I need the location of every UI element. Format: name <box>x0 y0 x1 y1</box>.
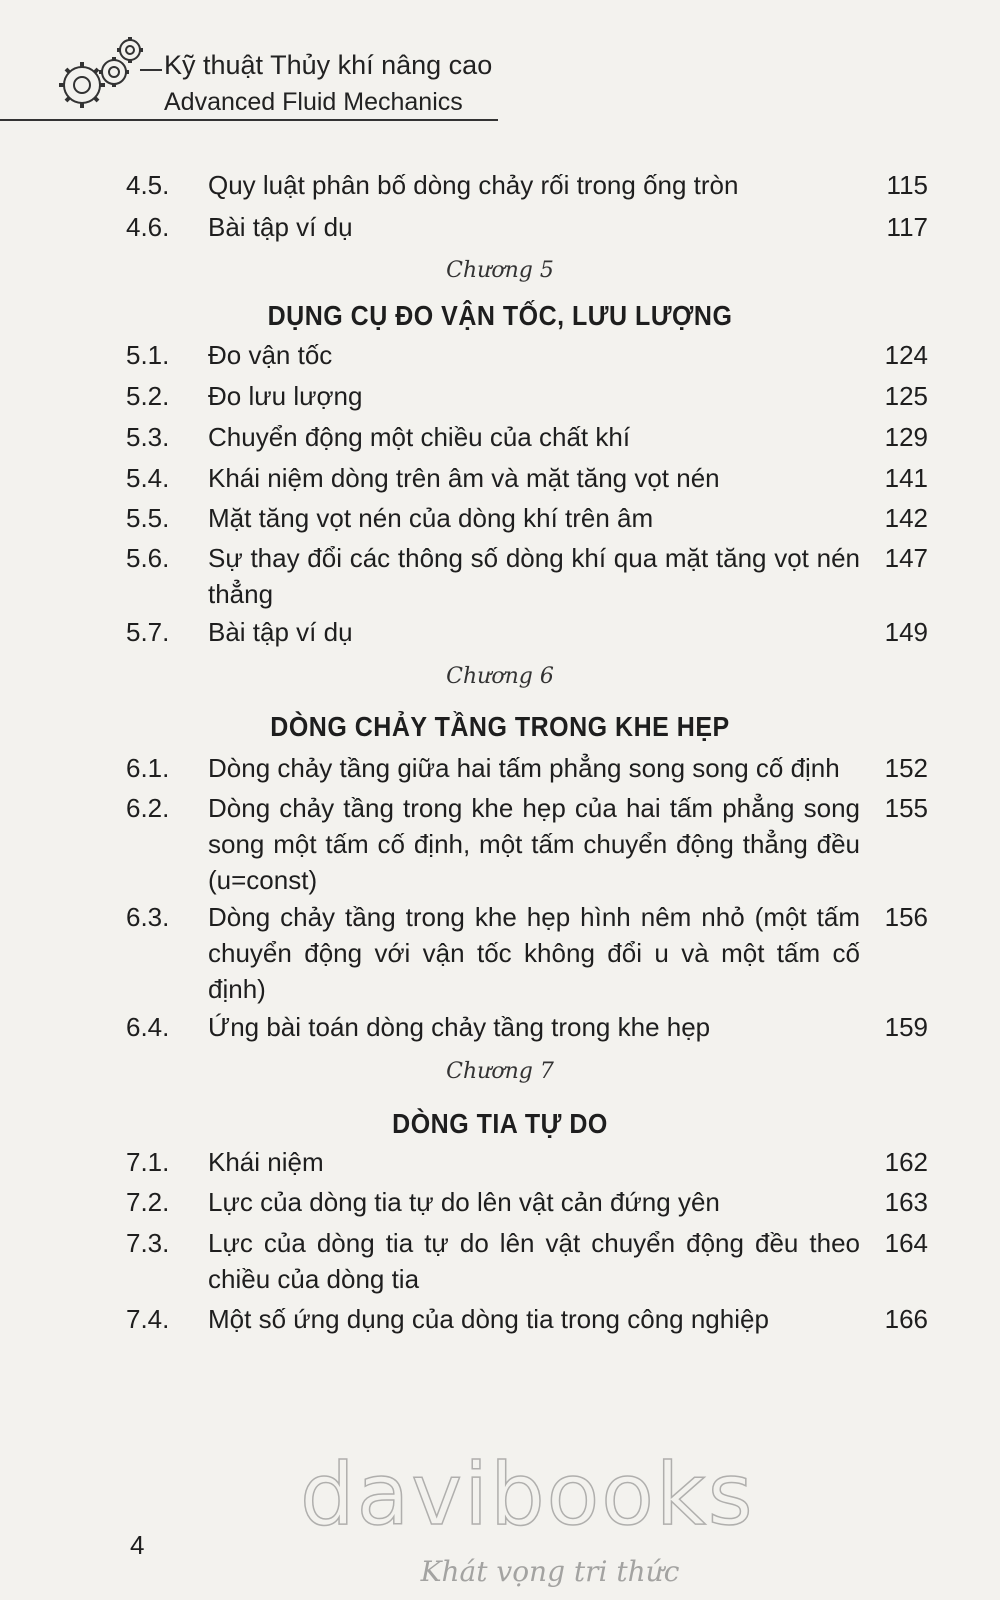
chapter-label-7: Chương 7 <box>446 1059 554 1084</box>
header-rule <box>0 119 498 121</box>
toc-entry-number: 7.2. <box>126 1187 170 1217</box>
chapter-label-5: Chương 5 <box>446 258 554 283</box>
toc-entry-page: 124 <box>884 340 928 370</box>
toc-entry-page: 117 <box>886 212 928 242</box>
toc-entry-page: 147 <box>884 543 928 573</box>
toc-entry-number: 4.6. <box>126 212 170 242</box>
toc-entry-page: 162 <box>884 1147 928 1177</box>
toc-entry-number: 4.5. <box>126 170 170 200</box>
toc-entry-text: Quy luật phân bố dòng chảy rối trong ống tròn <box>208 170 739 200</box>
toc-entry-number: 5.1. <box>126 340 170 370</box>
toc-entry-number: 7.3. <box>126 1228 170 1258</box>
toc-entry-text: Bài tập ví dụ <box>208 617 353 647</box>
toc-entry-number: 5.2. <box>126 381 170 411</box>
toc-entry-number: 5.3. <box>126 422 170 452</box>
toc-entry-text: Dòng chảy tầng trong khe hẹp hình nêm nhỏ (một tấm chuyển động với vận tốc không đổi u và một tấm cố định) <box>208 902 860 1004</box>
toc-entry-number: 6.3. <box>126 902 170 932</box>
toc-entry-page: 141 <box>884 463 928 493</box>
toc-entry-text: Lực của dòng tia tự do lên vật chuyển động đều theo chiều của dòng tia <box>208 1228 860 1294</box>
header-title-vi: Kỹ thuật Thủy khí nâng cao <box>164 50 493 80</box>
chapter-title-7: DÒNG TIA TỰ DO <box>392 1108 608 1140</box>
watermark-tagline: Khát vọng tri thức <box>420 1555 680 1588</box>
toc-entry-text: Bài tập ví dụ <box>208 212 353 242</box>
toc-entry-text: Chuyển động một chiều của chất khí <box>208 422 631 452</box>
toc-entry-page: 142 <box>884 503 928 533</box>
toc-entry-text: Dòng chảy tầng trong khe hẹp của hai tấm phẳng song song một tấm cố định, một tấm chuyển động thẳng đều (u=const) <box>208 793 860 895</box>
chapter-label-6: Chương 6 <box>446 664 554 689</box>
toc-entry-text: Khái niệm <box>208 1147 324 1177</box>
toc-entry-number: 6.1. <box>126 753 170 783</box>
toc-entry-text: Mặt tăng vọt nén của dòng khí trên âm <box>208 503 654 533</box>
toc-entry-page: 115 <box>886 170 928 200</box>
toc-entry-text: Khái niệm dòng trên âm và mặt tăng vọt nén <box>208 463 720 493</box>
toc-entry-page: 155 <box>884 793 928 823</box>
toc-entry-number: 5.6. <box>126 543 170 573</box>
toc-entry-page: 129 <box>884 422 928 452</box>
header-dash <box>140 69 162 71</box>
toc-entry-page: 149 <box>884 617 928 647</box>
toc-entry-page: 159 <box>884 1012 928 1042</box>
toc-entry-number: 6.2. <box>126 793 170 823</box>
toc-entry-page: 166 <box>884 1304 928 1334</box>
toc-entry-page: 125 <box>884 381 928 411</box>
toc-entry-number: 5.7. <box>126 617 170 647</box>
toc-entry-number: 5.4. <box>126 463 170 493</box>
running-header <box>0 0 1000 130</box>
toc-entry-page: 163 <box>884 1187 928 1217</box>
toc-entry-text: Một số ứng dụng của dòng tia trong công nghiệp <box>208 1304 769 1334</box>
chapter-title-5: DỤNG CỤ ĐO VẬN TỐC, LƯU LƯỢNG <box>267 300 733 332</box>
toc-entry-number: 6.4. <box>126 1012 170 1042</box>
toc-entry-number: 7.1. <box>126 1147 170 1177</box>
toc-entry-text: Dòng chảy tầng giữa hai tấm phẳng song song cố định <box>208 753 840 783</box>
header-title-en: Advanced Fluid Mechanics <box>164 88 463 116</box>
gears-icon <box>52 30 162 125</box>
toc-entry-number: 5.5. <box>126 503 170 533</box>
toc-entry-text: Đo vận tốc <box>208 340 333 370</box>
toc-entry-text: Sự thay đổi các thông số dòng khí qua mặt tăng vọt nén thẳng <box>208 543 860 609</box>
page-number: 4 <box>130 1530 145 1560</box>
toc-entry-text: Ứng bài toán dòng chảy tầng trong khe hẹp <box>208 1012 711 1042</box>
toc-entry-text: Lực của dòng tia tự do lên vật cản đứng yên <box>208 1187 720 1217</box>
toc-entry-page: 156 <box>884 902 928 932</box>
toc-entry-text: Đo lưu lượng <box>208 381 363 411</box>
toc-entry-page: 164 <box>884 1228 928 1258</box>
chapter-title-6: DÒNG CHẢY TẦNG TRONG KHE HẸP <box>270 711 730 743</box>
watermark-brand: davibooks <box>300 1445 755 1545</box>
toc-entry-page: 152 <box>884 753 928 783</box>
toc-entry-number: 7.4. <box>126 1304 170 1334</box>
